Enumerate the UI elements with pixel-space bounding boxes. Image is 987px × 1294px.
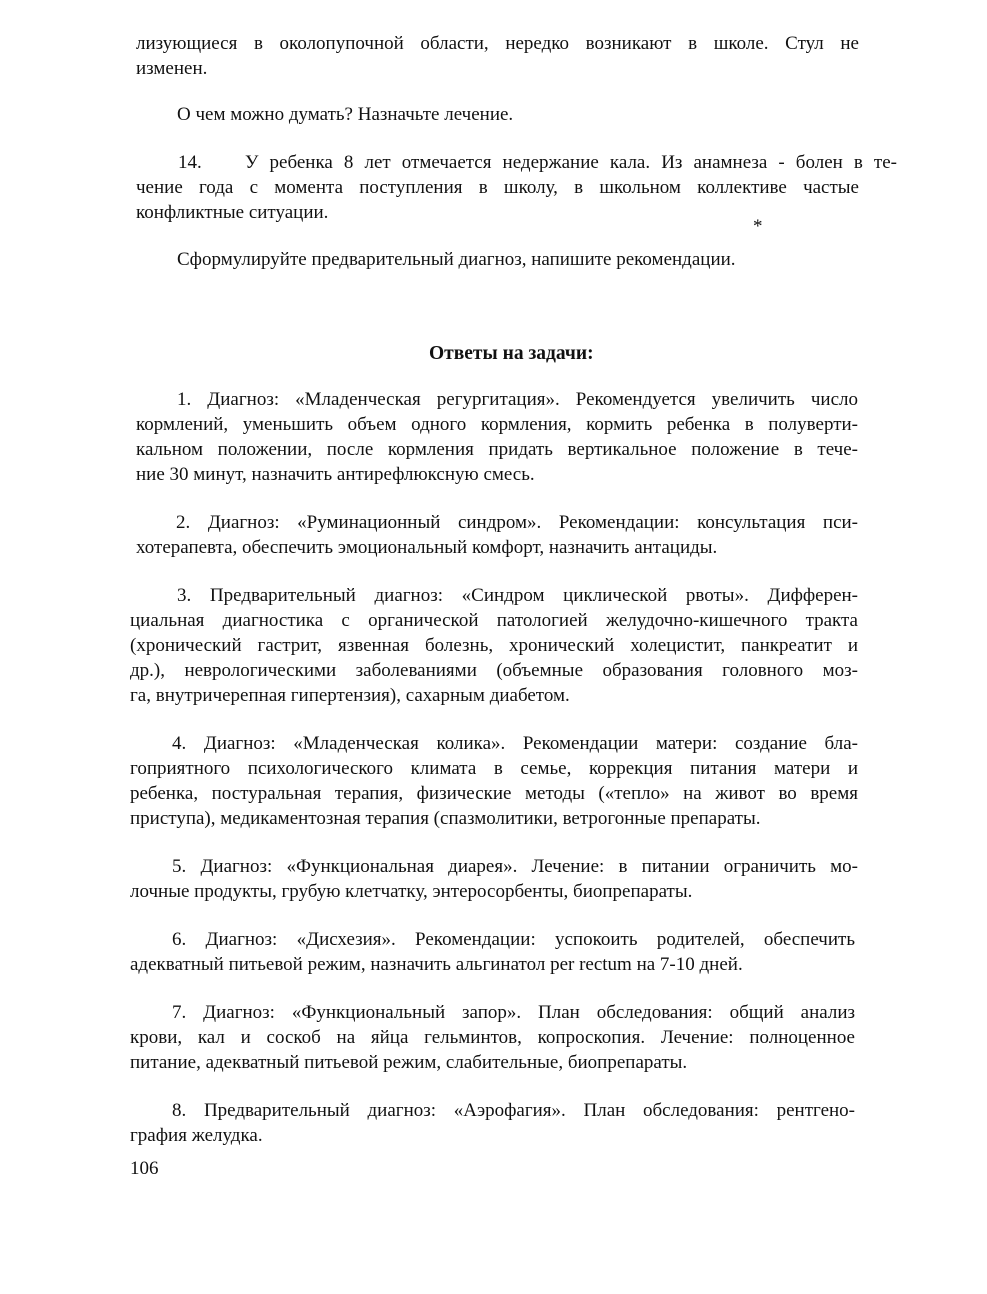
answer-3-line: (хронический гастрит, язвенная болезнь, хронический холецистит, панкреатит и	[130, 635, 858, 656]
task-14-line: чение года с момента поступления в школу, в школьном коллективе частые	[136, 177, 859, 198]
task-14-line: конфликтные ситуации.	[136, 202, 329, 223]
answer-5-line: лочные продукты, грубую клетчатку, энтеросорбенты, биопрепараты.	[130, 881, 693, 902]
answer-4-line: приступа), медикаментозная терапия (спазмолитики, ветрогонные препараты.	[130, 808, 761, 829]
answer-4-line: ребенка, постуральная терапия, физические методы («тепло» на живот во время	[130, 783, 858, 804]
answer-8-line: 8. Предварительный диагноз: «Аэрофагия». План обследования: рентгено-	[172, 1100, 855, 1121]
page-number: 106	[130, 1158, 159, 1179]
answer-4-line: 4. Диагноз: «Младенческая колика». Рекомендации матери: создание бла-	[172, 733, 858, 754]
answer-1-line: кормлений, уменьшить объем одного кормления, кормить ребенка в полуверти-	[136, 414, 858, 435]
answer-3-line: га, внутричерепная гипертензия), сахарным диабетом.	[130, 685, 570, 706]
answer-1-line: кальном положении, после кормления придать вертикальное положение в тече-	[136, 439, 858, 460]
answer-2-line: хотерапевта, обеспечить эмоциональный комфорт, назначить антациды.	[136, 537, 718, 558]
task-14-number: 14.	[178, 152, 202, 173]
task-14-question: Сформулируйте предварительный диагноз, напишите рекомендации.	[177, 249, 736, 270]
answer-3-line: циальная диагностика с органической патологией желудочно-кишечного тракта	[130, 610, 858, 631]
continuation-line: лизующиеся в околопупочной области, нередко возникают в школе. Стул не	[136, 33, 859, 54]
answer-3-line: др.), неврологическими заболеваниями (объемные образования головного моз-	[130, 660, 858, 681]
answers-heading: Ответы на задачи:	[429, 343, 594, 364]
answer-2-line: 2. Диагноз: «Руминационный синдром». Рекомендации: консультация пси-	[176, 512, 858, 533]
answer-6-line: адекватный питьевой режим, назначить альгинатол per rectum на 7-10 дней.	[130, 954, 743, 975]
task-14-line: У ребенка 8 лет отмечается недержание кала. Из анамнеза - болен в те-	[245, 152, 897, 173]
answer-8-line: графия желудка.	[130, 1125, 263, 1146]
answer-6-line: 6. Диагноз: «Дисхезия». Рекомендации: успокоить родителей, обеспечить	[172, 929, 855, 950]
continuation-line: изменен.	[136, 58, 208, 79]
asterisk-mark: *	[753, 216, 763, 237]
answer-7-line: питание, адекватный питьевой режим, слабительные, биопрепараты.	[130, 1052, 688, 1073]
answer-1-line: ние 30 минут, назначить антирефлюксную смесь.	[136, 464, 535, 485]
question-13: О чем можно думать? Назначьте лечение.	[177, 104, 514, 125]
answer-5-line: 5. Диагноз: «Функциональная диарея». Лечение: в питании ограничить мо-	[172, 856, 858, 877]
answer-3-line: 3. Предварительный диагноз: «Синдром циклической рвоты». Дифферен-	[177, 585, 858, 606]
answer-7-line: 7. Диагноз: «Функциональный запор». План обследования: общий анализ	[172, 1002, 855, 1023]
answer-7-line: крови, кал и соскоб на яйца гельминтов, копроскопия. Лечение: полноценное	[130, 1027, 855, 1048]
answer-1-line: 1. Диагноз: «Младенческая регургитация». Рекомендуется увеличить число	[177, 389, 858, 410]
answer-4-line: гоприятного психологического климата в семье, коррекция питания матери и	[130, 758, 858, 779]
